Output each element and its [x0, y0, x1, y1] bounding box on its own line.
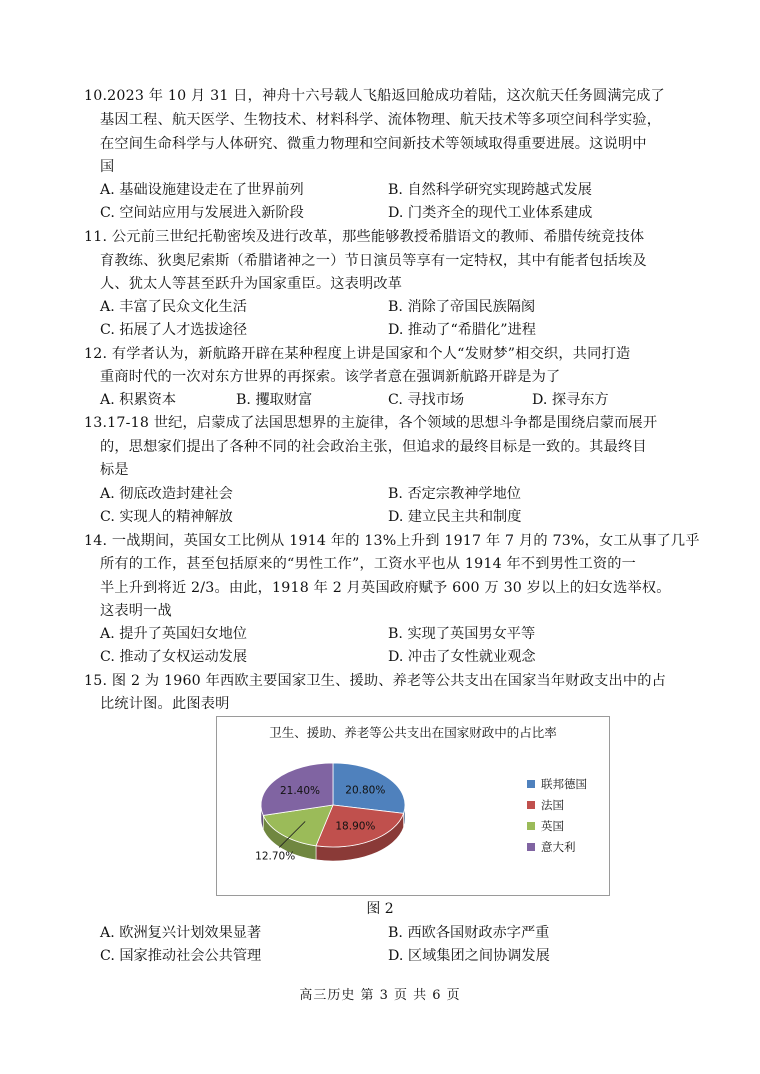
q13-line-2: 的，思想家们提出了各种不同的社会政治主张，但追求的最终目标是一致的。其最终目: [100, 439, 647, 455]
q14-line-1: 14. 一战期间，英国女工比例从 1914 年的 13%上升到 1917 年 7 月的 73%，女工从事了几乎: [84, 533, 700, 549]
q10-option-a: A. 基础设施建设走在了世界前列: [100, 182, 304, 198]
legend-item-3: [527, 840, 576, 854]
q13-line-3: 标是: [100, 462, 129, 478]
q12-option-a: A. 积累资本: [100, 392, 177, 408]
q15-option-d: D. 区域集团之间协调发展: [388, 948, 550, 964]
chart-title: 卫生、援助、养老等公共支出在国家财政中的占比率: [269, 725, 557, 740]
legend-swatch-1: [527, 801, 535, 809]
legend-item-0: [527, 777, 587, 791]
q13-option-a: A. 彻底改造封建社会: [100, 486, 233, 502]
legend-item-2: [527, 819, 564, 833]
legend-label-0: 联邦德国: [541, 777, 587, 791]
legend-swatch-2: [527, 822, 535, 830]
q11-option-c: C. 拓展了人才选拔途径: [100, 322, 248, 338]
legend-swatch-3: [527, 843, 535, 851]
q15-option-b: B. 西欧各国财政赤字严重: [388, 925, 550, 941]
q11-option-d: D. 推动了“希腊化”进程: [388, 322, 536, 338]
q15-option-a: A. 欧洲复兴计划效果显著: [100, 925, 262, 941]
q12-line-1: 12. 有学者认为，新航路开辟在某种程度上讲是国家和个人“发财梦”相交织，共同打造: [84, 346, 631, 362]
q11-line-3: 人、犹太人等甚至跃升为国家重臣。这表明改革: [100, 276, 403, 292]
figure-caption: 图 2: [366, 901, 394, 917]
pie-value-label-3: 21.40%: [279, 785, 321, 798]
q10-line-1: 10.2023 年 10 月 31 日，神舟十六号载人飞船返回舱成功着陆，这次航天任务圆满完成了: [84, 88, 665, 104]
q10-option-d: D. 门类齐全的现代工业体系建成: [388, 205, 593, 221]
pie-value-label-1: 18.90%: [335, 820, 376, 833]
q12-option-d: D. 探寻东方: [532, 392, 609, 408]
q13-option-c: C. 实现人的精神解放: [100, 509, 233, 525]
pie-chart-figure: [216, 716, 610, 896]
q13-option-d: D. 建立民主共和制度: [388, 509, 522, 525]
legend-swatch-0: [527, 780, 535, 788]
q10-line-4: 国: [100, 159, 115, 175]
q14-line-3: 半上升到将近 2/3。由此，1918 年 2 月英国政府赋予 600 万 30 岁以上的妇女选举权。: [100, 580, 671, 596]
q14-option-a: A. 提升了英国妇女地位: [100, 626, 247, 642]
q12-option-c: C. 寻找市场: [388, 392, 465, 408]
q10-line-2: 基因工程、航天医学、生物技术、材料科学、流体物理、航天技术等多项空间科学实验，: [100, 112, 662, 128]
q15-line-2: 比统计图。此图表明: [100, 696, 230, 712]
legend-label-1: 法国: [541, 798, 564, 812]
legend-item-1: [527, 798, 564, 812]
q11-line-2: 育教练、狄奥尼索斯（希腊诸神之一）节日演员等享有一定特权，其中有能者包括埃及: [100, 253, 647, 269]
q10-line-3: 在空间生命科学与人体研究、微重力物理和空间新技术等领域取得重要进展。这说明中: [100, 136, 647, 152]
pie-value-label-0: 20.80%: [345, 784, 386, 797]
q14-option-b: B. 实现了英国男女平等: [388, 626, 536, 642]
pie-value-label-2: 12.70%: [255, 850, 296, 863]
legend-label-2: 英国: [541, 819, 564, 833]
q13-option-b: B. 否定宗教神学地位: [388, 486, 521, 502]
legend-label-3: 意大利: [541, 840, 576, 854]
q11-option-a: A. 丰富了民众文化生活: [100, 299, 247, 315]
q12-line-2: 重商时代的一次对东方世界的再探索。该学者意在强调新航路开辟是为了: [100, 369, 561, 385]
q10-option-b: B. 自然科学研究实现跨越式发展: [388, 182, 592, 198]
pie-chart: [217, 745, 517, 895]
page-footer: 高三历史 第 3 页 共 6 页: [299, 988, 461, 1003]
q13-line-1: 13.17-18 世纪，启蒙成了法国思想界的主旋律，各个领域的思想斗争都是围绕启蒙而展开: [84, 415, 658, 431]
q14-line-2: 所有的工作，甚至包括原来的“男性工作”，工资水平也从 1914 年不到男性工资的一: [100, 556, 637, 572]
q15-line-1: 15. 图 2 为 1960 年西欧主要国家卫生、援助、养老等公共支出在国家当年财政支出中的占: [84, 673, 667, 689]
q10-option-c: C. 空间站应用与发展进入新阶段: [100, 205, 304, 221]
q12-option-b: B. 攫取财富: [236, 392, 313, 408]
q11-line-1: 11. 公元前三世纪托勒密埃及进行改革，那些能够教授希腊语文的教师、希腊传统竞技体: [84, 229, 645, 245]
q14-line-4: 这表明一战: [100, 603, 172, 619]
q14-option-d: D. 冲击了女性就业观念: [388, 649, 536, 665]
q15-option-c: C. 国家推动社会公共管理: [100, 948, 262, 964]
q14-option-c: C. 推动了女权运动发展: [100, 649, 248, 665]
q11-option-b: B. 消除了帝国民族隔阂: [388, 299, 536, 315]
